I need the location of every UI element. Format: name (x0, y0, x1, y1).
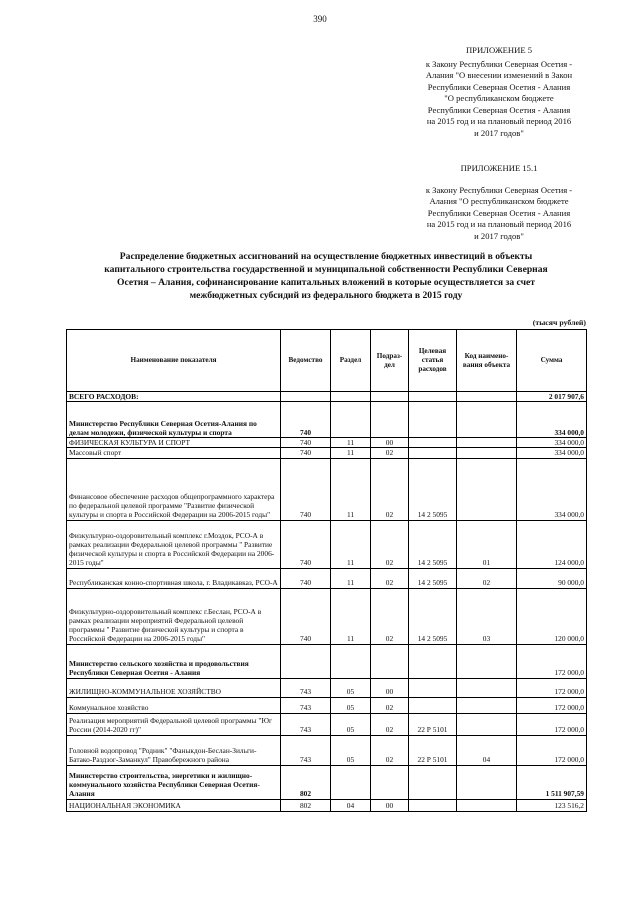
cell-object-code (457, 697, 517, 713)
cell-target: 14 2 5095 (409, 588, 457, 644)
cell-section: 11 (331, 568, 371, 588)
document-title (66, 250, 586, 302)
cell-subsection: 02 (371, 588, 409, 644)
cell-object-code (457, 392, 517, 402)
cell-subsection (371, 644, 409, 678)
table-row (67, 644, 587, 678)
cell-target: 22 Р 5101 (409, 735, 457, 765)
cell-dept: 743 (281, 713, 331, 735)
cell-target (409, 438, 457, 448)
cell-amount: 334 000,0 (517, 458, 587, 520)
appendix-15-line: Республики Северная Осетия - Алания (427, 207, 571, 218)
cell-section: 05 (331, 713, 371, 735)
budget-table (66, 329, 587, 812)
cell-dept: 740 (281, 588, 331, 644)
title-line: Осетия – Алания, софинансирование капитальных вложений в которые осуществляется за счет (116, 277, 535, 288)
cell-name: Республиканская конно-спортивная школа, г. Владикавказ, РСО-А (67, 568, 281, 588)
cell-target (409, 402, 457, 438)
cell-target (409, 644, 457, 678)
cell-subsection: 02 (371, 568, 409, 588)
cell-object-code (457, 713, 517, 735)
cell-dept: 743 (281, 678, 331, 697)
cell-section (331, 644, 371, 678)
cell-dept: 743 (281, 697, 331, 713)
cell-target (409, 799, 457, 811)
cell-subsection: 02 (371, 520, 409, 568)
header-section: Раздел (331, 330, 371, 392)
cell-object-code (457, 799, 517, 811)
appendix-15-line: к Закону Республики Северная Осетия - (425, 184, 573, 195)
table-body (67, 392, 587, 812)
cell-amount: 172 000,0 (517, 644, 587, 678)
cell-amount: 90 000,0 (517, 568, 587, 588)
cell-object-code (457, 765, 517, 799)
cell-name: Массовый спорт (67, 448, 281, 458)
cell-object-code (457, 644, 517, 678)
cell-dept: 740 (281, 568, 331, 588)
table-row (67, 520, 587, 568)
table-row (67, 458, 587, 520)
cell-subsection (371, 765, 409, 799)
page-number: 390 (313, 14, 327, 24)
cell-name: Реализация мероприятий Федеральной целевой программы "Юг России (2014-2020 гг)" (67, 713, 281, 735)
table-row (67, 438, 587, 448)
cell-target: 14 2 5095 (409, 458, 457, 520)
cell-amount: 172 000,0 (517, 713, 587, 735)
cell-section: 11 (331, 438, 371, 448)
cell-dept (281, 644, 331, 678)
header-target: Целевая статья расходов (409, 330, 457, 392)
cell-amount: 120 000,0 (517, 588, 587, 644)
cell-subsection (371, 402, 409, 438)
cell-object-code (457, 448, 517, 458)
cell-section: 11 (331, 520, 371, 568)
cell-subsection: 02 (371, 458, 409, 520)
table-row (67, 799, 587, 811)
appendix-15-line: и 2017 годов" (474, 230, 524, 241)
appendix-5-line: к Закону Республики Северная Осетия - (425, 58, 573, 69)
cell-dept (281, 392, 331, 402)
appendix-5-block (396, 45, 602, 139)
cell-name: Министерство сельского хозяйства и продовольствия Республики Северная Осетия - Алания (67, 644, 281, 678)
cell-dept: 740 (281, 458, 331, 520)
cell-section: 05 (331, 735, 371, 765)
table-row (67, 735, 587, 765)
cell-object-code (457, 438, 517, 448)
cell-target (409, 697, 457, 713)
cell-amount: 123 516,2 (517, 799, 587, 811)
appendix-15-line: на 2015 год и на плановый период 2016 (426, 219, 572, 229)
cell-name: Коммунальное хозяйство (67, 697, 281, 713)
cell-subsection: 00 (371, 799, 409, 811)
cell-object-code (457, 402, 517, 438)
header-subsection: Подраз-дел (371, 330, 409, 392)
cell-subsection: 02 (371, 713, 409, 735)
header-name: Наименование показателя (67, 330, 281, 392)
appendix-5-line: "О республиканском бюджете (444, 93, 554, 103)
table-row (67, 678, 587, 697)
cell-dept: 740 (281, 402, 331, 438)
appendix-5-line: и 2017 годов" (474, 127, 524, 138)
cell-amount: 172 000,0 (517, 697, 587, 713)
table-row (67, 697, 587, 713)
cell-subsection: 02 (371, 735, 409, 765)
header-dept: Ведомство (281, 330, 331, 392)
cell-subsection: 02 (371, 448, 409, 458)
cell-section: 11 (331, 448, 371, 458)
table-row (67, 392, 587, 402)
cell-dept: 740 (281, 520, 331, 568)
cell-dept: 740 (281, 438, 331, 448)
cell-target (409, 392, 457, 402)
cell-target: 14 2 5095 (409, 568, 457, 588)
cell-section: 05 (331, 697, 371, 713)
cell-object-code: 03 (457, 588, 517, 644)
appendix-5-line: на 2015 год и на плановый период 2016 (426, 116, 572, 126)
table-row (67, 568, 587, 588)
cell-target (409, 765, 457, 799)
cell-object-code: 01 (457, 520, 517, 568)
cell-target (409, 678, 457, 697)
cell-dept: 740 (281, 448, 331, 458)
cell-target: 14 2 5095 (409, 520, 457, 568)
table-row (67, 713, 587, 735)
cell-object-code: 02 (457, 568, 517, 588)
cell-subsection: 00 (371, 678, 409, 697)
table-row (67, 765, 587, 799)
appendix-5-line: Республики Северная Осетия - Алания (427, 81, 571, 92)
cell-target: 22 Р 5101 (409, 713, 457, 735)
appendix-5-line: Алания "О внесении изменений в Закон (425, 70, 573, 80)
cell-subsection (371, 392, 409, 402)
appendix-5-title: ПРИЛОЖЕНИЕ 5 (465, 45, 533, 55)
cell-name: ЖИЛИЩНО-КОММУНАЛЬНОЕ ХОЗЯЙСТВО (67, 678, 281, 697)
cell-section: 04 (331, 799, 371, 811)
cell-amount: 124 000,0 (517, 520, 587, 568)
cell-name: ФИЗИЧЕСКАЯ КУЛЬТУРА И СПОРТ (67, 438, 281, 448)
table-row (67, 588, 587, 644)
cell-object-code (457, 678, 517, 697)
cell-amount: 172 000,0 (517, 678, 587, 697)
cell-dept: 743 (281, 735, 331, 765)
cell-amount: 334 000,0 (517, 402, 587, 438)
cell-name: НАЦИОНАЛЬНАЯ ЭКОНОМИКА (67, 799, 281, 811)
appendix-5-line: Республики Северная Осетия - Алания (427, 104, 571, 115)
cell-object-code (457, 458, 517, 520)
title-line: Распределение бюджетных ассигнований на осуществление бюджетных инвестиций в объекты (119, 251, 533, 262)
title-line: капитального строительства государственной и муниципальной собственности Республики Северная (104, 264, 548, 275)
header-amount: Сумма (517, 330, 587, 392)
cell-name: Министерство Республики Северная Осетия-Алания по делам молодежи, физической культуры и спорта (67, 402, 281, 438)
cell-name: Физкультурно-оздоровительный комплекс г.Беслан, РСО-А в рамках реализации мероприятий Федеральной целевой программы " Развитие физической культуры и спорта в Российской Федерации на 2006-2015 годы" (67, 588, 281, 644)
cell-amount: 334 000,0 (517, 438, 587, 448)
cell-name: ВСЕГО РАСХОДОВ: (67, 392, 281, 402)
cell-subsection: 02 (371, 697, 409, 713)
cell-dept: 802 (281, 799, 331, 811)
cell-section (331, 392, 371, 402)
cell-target (409, 448, 457, 458)
cell-name: Министерство строительства, энергетики и жилищно-коммунального хозяйства Республики Северная Осетия-Алания (67, 765, 281, 799)
cell-section: 11 (331, 458, 371, 520)
cell-amount: 1 511 907,59 (517, 765, 587, 799)
cell-name: Физкультурно-оздоровительный комплекс г.Моздок, РСО-А в рамках реализации Федеральной целевой программы " Развитие физической культуры и спорта в Российской Федерации на 2006-2015 годы" (67, 520, 281, 568)
units-label: (тысяч рублей) (532, 318, 586, 327)
table-row (67, 402, 587, 438)
cell-dept: 802 (281, 765, 331, 799)
appendix-15-block (396, 163, 602, 242)
cell-subsection: 00 (371, 438, 409, 448)
cell-name: Финансовое обеспечение расходов общепрограммного характера по федеральной целевой программе "Развитие физической культуры и спорта в Российской Федерации на 2006-2015 годы" (67, 458, 281, 520)
appendix-15-line: Алания "О республиканском бюджете (429, 196, 569, 206)
table-row (67, 448, 587, 458)
cell-amount: 334 000,0 (517, 448, 587, 458)
cell-name: Головной водопровод "Родник" "Фаныкдон-Беслан-Зильги-Батако-Раздзог-Заманкул" Правобережного района (67, 735, 281, 765)
cell-section (331, 402, 371, 438)
cell-amount: 172 000,0 (517, 735, 587, 765)
appendix-15-title: ПРИЛОЖЕНИЕ 15.1 (460, 163, 538, 173)
cell-section: 11 (331, 588, 371, 644)
cell-section: 05 (331, 678, 371, 697)
header-object-code: Код наимено-вания объекта (457, 330, 517, 392)
cell-amount: 2 017 907,6 (517, 392, 587, 402)
cell-section (331, 765, 371, 799)
cell-object-code: 04 (457, 735, 517, 765)
table-header-row (67, 330, 587, 392)
title-line: межбюджетных субсидий из федерального бюджета в 2015 году (189, 290, 463, 301)
